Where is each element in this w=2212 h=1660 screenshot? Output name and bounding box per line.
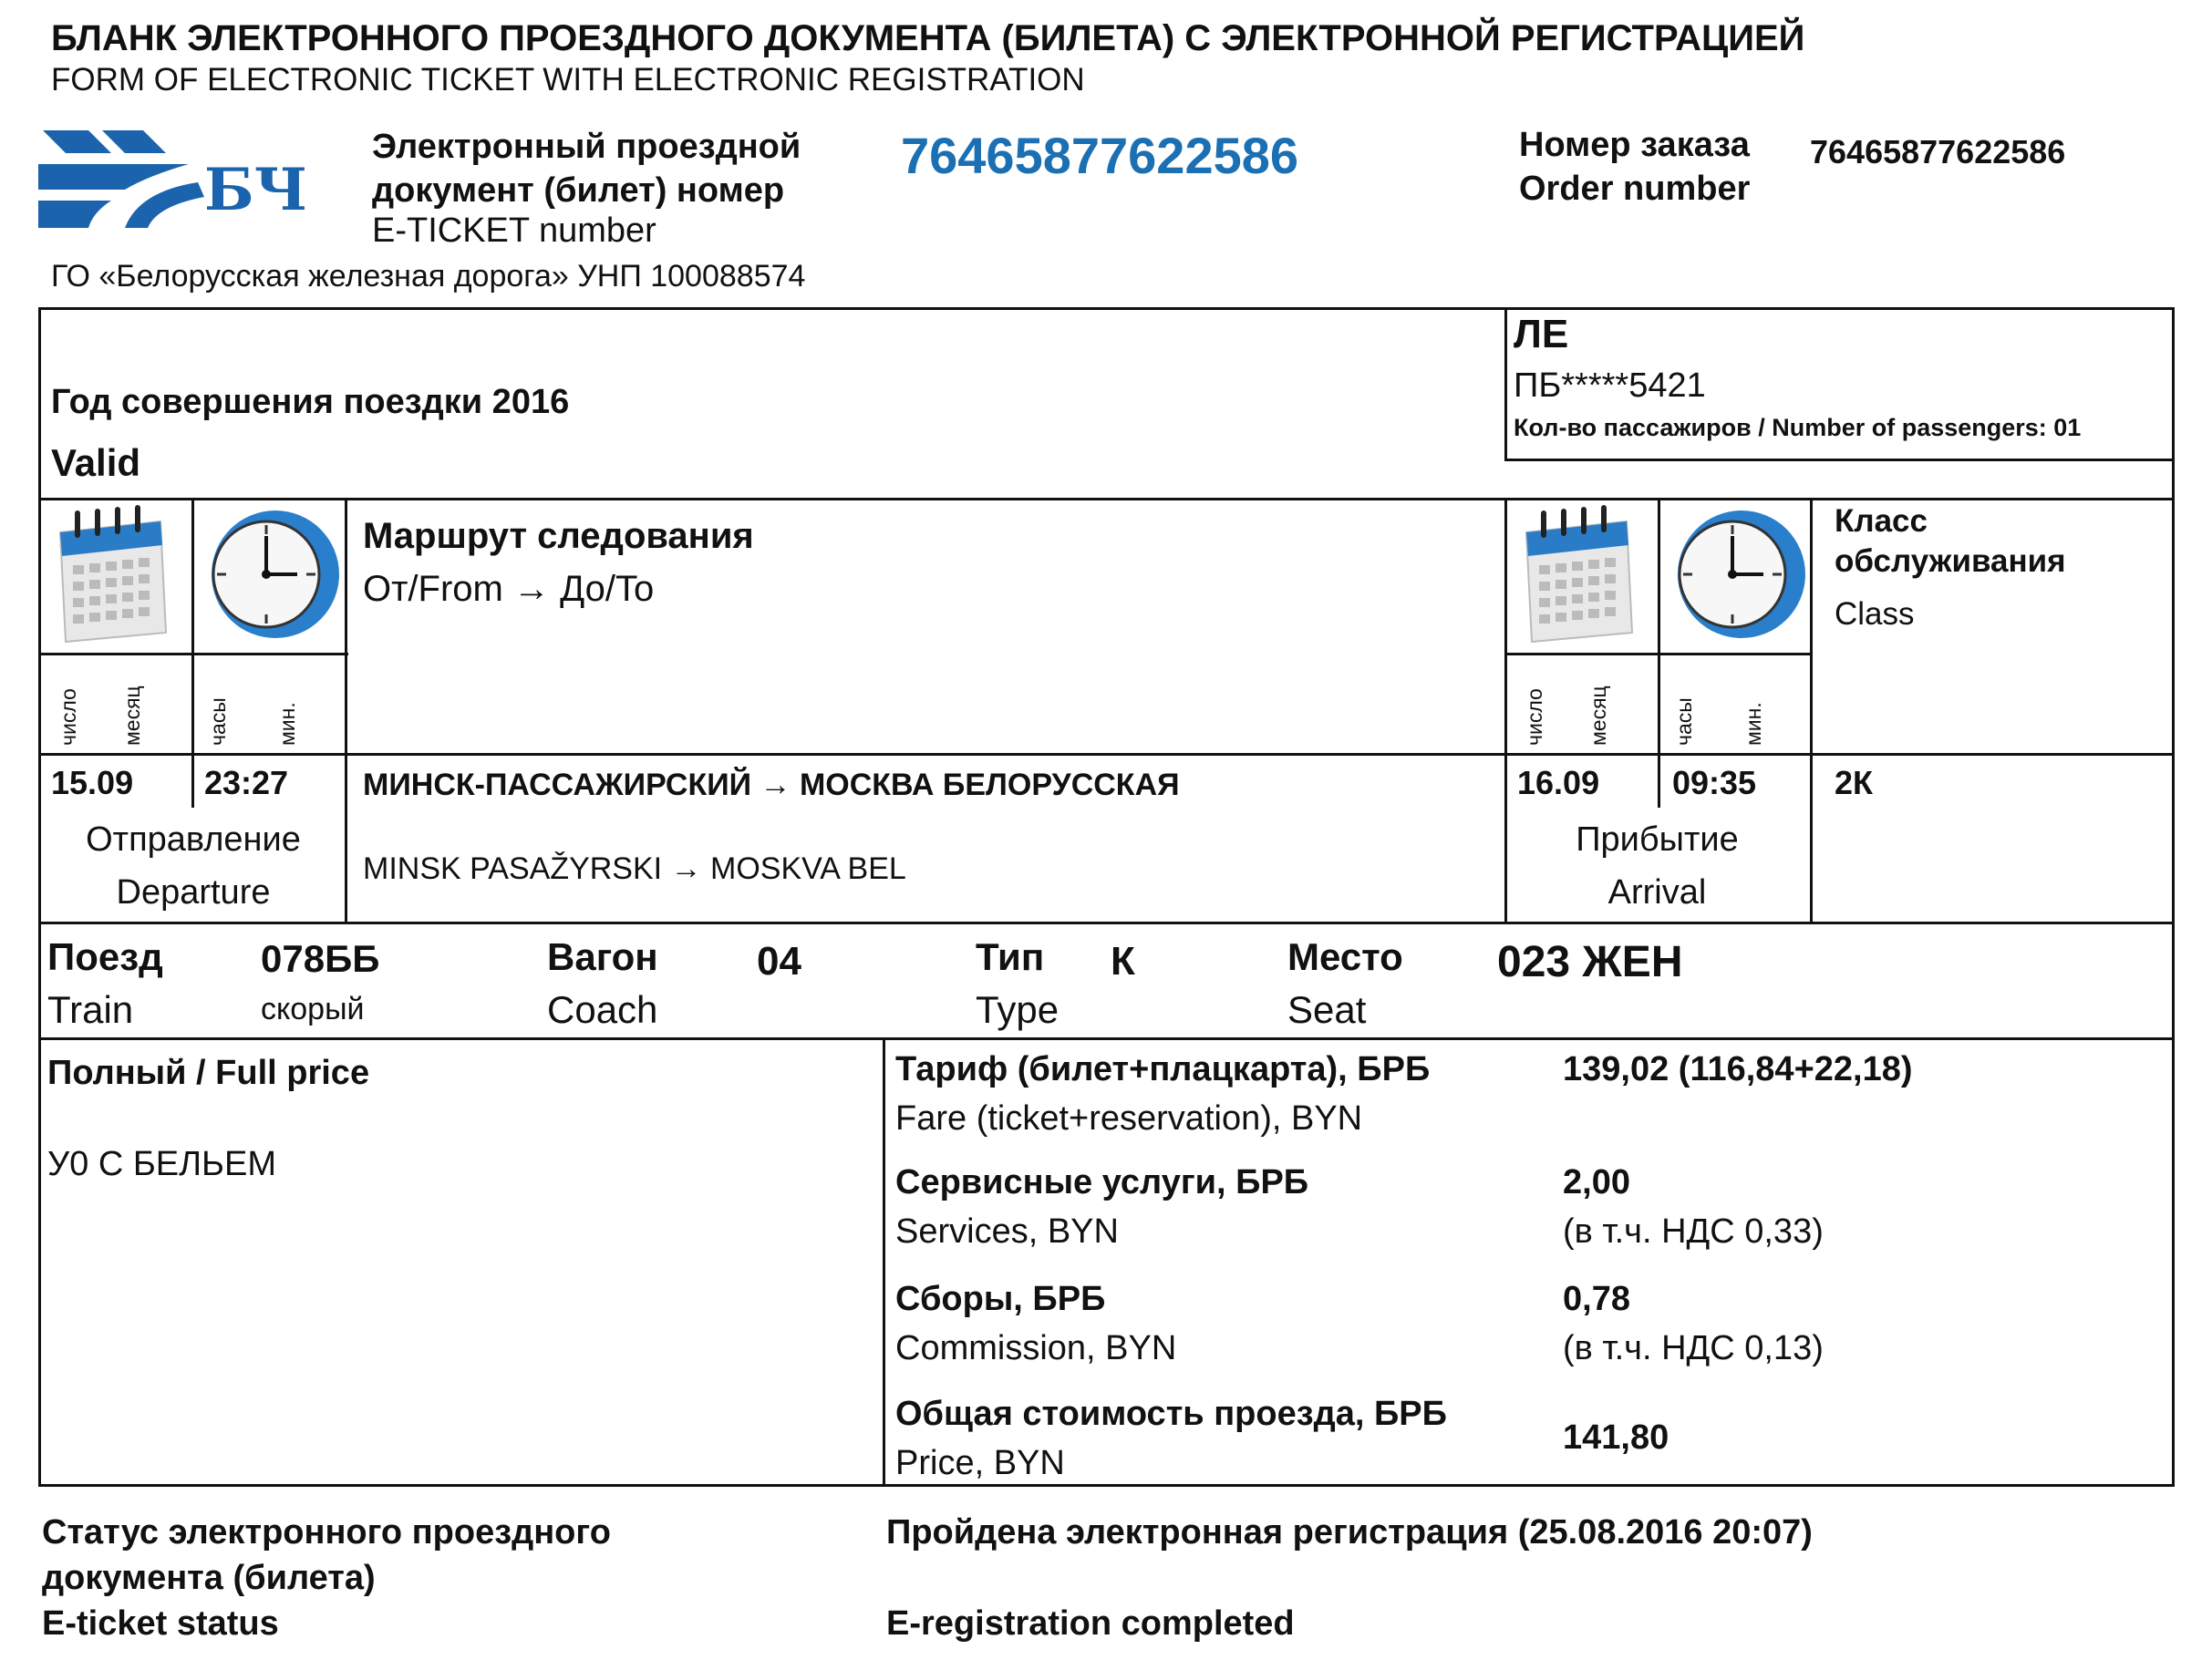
class-value: 2К: [1835, 764, 1873, 801]
services-value: 2,00: [1563, 1163, 1630, 1201]
departure-label-en: Departure: [116, 873, 271, 912]
label-day: число: [57, 688, 80, 746]
eticket-number: 76465877622586: [901, 127, 1299, 184]
label-month: месяц: [1587, 686, 1610, 746]
total-label-ru: Общая стоимость проезда, БРБ: [895, 1395, 1447, 1433]
passenger-name: ЛЕ: [1514, 312, 1569, 356]
company-info: ГО «Белорусская железная дорога» УНП 100088574: [51, 259, 806, 294]
route-header-title: Маршрут следования: [363, 516, 754, 556]
table-top-border: [38, 307, 2175, 310]
class-header-ru-1: Класс: [1835, 503, 1928, 539]
fare-value: 139,02 (116,84+22,18): [1563, 1050, 1913, 1088]
doc-title-ru: БЛАНК ЭЛЕКТРОННОГО ПРОЕЗДНОГО ДОКУМЕНТА (БИЛЕТА) С ЭЛЕКТРОННОЙ РЕГИСТРАЦИЕЙ: [51, 18, 1805, 58]
label-minutes: мин.: [275, 702, 299, 746]
commission-label-en: Commission, BYN: [895, 1329, 1177, 1367]
price-note: У0 С БЕЛЬЕМ: [47, 1145, 276, 1183]
label-minutes: мин.: [1742, 702, 1765, 746]
calendar-icon: [1519, 505, 1647, 651]
order-label-ru: Номер заказа: [1519, 126, 1750, 164]
commission-value: 0,78: [1563, 1280, 1630, 1318]
table-right-border: [2172, 307, 2175, 1487]
clock-icon: [1665, 507, 1811, 648]
total-value: 141,80: [1563, 1418, 1669, 1457]
order-number: 76465877622586: [1810, 133, 2066, 170]
row-divider: [38, 753, 2175, 756]
passenger-document: ПБ*****5421: [1514, 366, 1706, 405]
status-label-en: E-ticket status: [42, 1604, 279, 1643]
train-label-ru: Поезд: [47, 935, 163, 978]
type-value: К: [1111, 939, 1135, 984]
clock-icon: [199, 507, 345, 648]
col-divider: [883, 1037, 885, 1487]
passenger-box-left: [1504, 307, 1507, 461]
seat-label-ru: Место: [1287, 935, 1403, 978]
route-header-subtitle: От/From → До/To: [363, 569, 655, 609]
fare-label-ru: Тариф (билет+плацкарта), БРБ: [895, 1050, 1431, 1088]
status-value-en: E-registration completed: [886, 1604, 1295, 1643]
label-day: число: [1523, 688, 1546, 746]
fare-label-en: Fare (ticket+reservation), BYN: [895, 1099, 1363, 1138]
type-label-ru: Тип: [976, 935, 1045, 978]
calendar-icon: [53, 505, 181, 651]
coach-label-ru: Вагон: [547, 935, 658, 978]
type-label-en: Type: [976, 988, 1059, 1031]
svg-text:БЧ: БЧ: [204, 156, 308, 224]
row-divider: [38, 498, 2175, 500]
commission-vat: (в т.ч. НДС 0,13): [1563, 1329, 1824, 1367]
trip-year: Год совершения поездки 2016: [51, 383, 570, 421]
eticket-label-en: E-TICKET number: [372, 211, 656, 250]
seat-label-en: Seat: [1287, 988, 1367, 1031]
train-label-en: Train: [47, 988, 134, 1031]
eticket-label-ru-1: Электронный проездной: [372, 128, 801, 166]
services-label-en: Services, BYN: [895, 1212, 1119, 1251]
price-kind: Полный / Full price: [47, 1054, 370, 1092]
commission-label-ru: Сборы, БРБ: [895, 1280, 1106, 1318]
departure-label-ru: Отправление: [86, 820, 301, 859]
train-kind: скорый: [261, 992, 365, 1026]
eticket-label-ru-2: документ (билет) номер: [372, 171, 785, 210]
status-value-ru: Пройдена электронная регистрация (25.08.2016 20:07): [886, 1513, 1813, 1552]
arrival-date: 16.09: [1517, 764, 1600, 801]
trip-valid: Valid: [51, 441, 141, 484]
label-hours: часы: [1672, 697, 1696, 746]
status-label-ru-2: документа (билета): [42, 1559, 376, 1597]
route-en: MINSK PASAŽYRSKI → MOSKVA BEL: [363, 851, 906, 886]
doc-title-en: FORM OF ELECTRONIC TICKET WITH ELECTRONIC REGISTRATION: [51, 62, 1085, 98]
row-divider: [38, 1037, 2175, 1040]
row-divider: [38, 922, 2175, 924]
table-bottom-border: [38, 1484, 2175, 1487]
train-number: 078ББ: [261, 937, 380, 980]
passenger-box-bottom: [1504, 459, 2175, 461]
coach-label-en: Coach: [547, 988, 658, 1031]
bch-logo: [38, 126, 321, 235]
arrival-label-ru: Прибытие: [1576, 820, 1739, 859]
coach-number: 04: [757, 939, 801, 984]
label-month: месяц: [120, 686, 144, 746]
services-vat: (в т.ч. НДС 0,33): [1563, 1212, 1824, 1251]
departure-date: 15.09: [51, 764, 134, 801]
passenger-count: Кол-во пассажиров / Number of passengers: 01: [1514, 414, 2082, 441]
class-header-en: Class: [1835, 596, 1915, 632]
services-label-ru: Сервисные услуги, БРБ: [895, 1163, 1309, 1201]
label-hours: часы: [206, 697, 230, 746]
arrival-time: 09:35: [1672, 764, 1757, 801]
arrival-label-en: Arrival: [1607, 873, 1707, 912]
order-label-en: Order number: [1519, 170, 1751, 208]
departure-time: 23:27: [204, 764, 289, 801]
route-ru: МИНСК-ПАССАЖИРСКИЙ → МОСКВА БЕЛОРУССКАЯ: [363, 768, 1180, 802]
status-label-ru-1: Статус электронного проездного: [42, 1513, 611, 1552]
col-divider: [1658, 498, 1660, 808]
col-divider: [191, 498, 194, 808]
class-header-ru-2: обслуживания: [1835, 543, 2066, 579]
total-label-en: Price, BYN: [895, 1444, 1065, 1482]
seat-value: 023 ЖЕН: [1497, 938, 1683, 986]
